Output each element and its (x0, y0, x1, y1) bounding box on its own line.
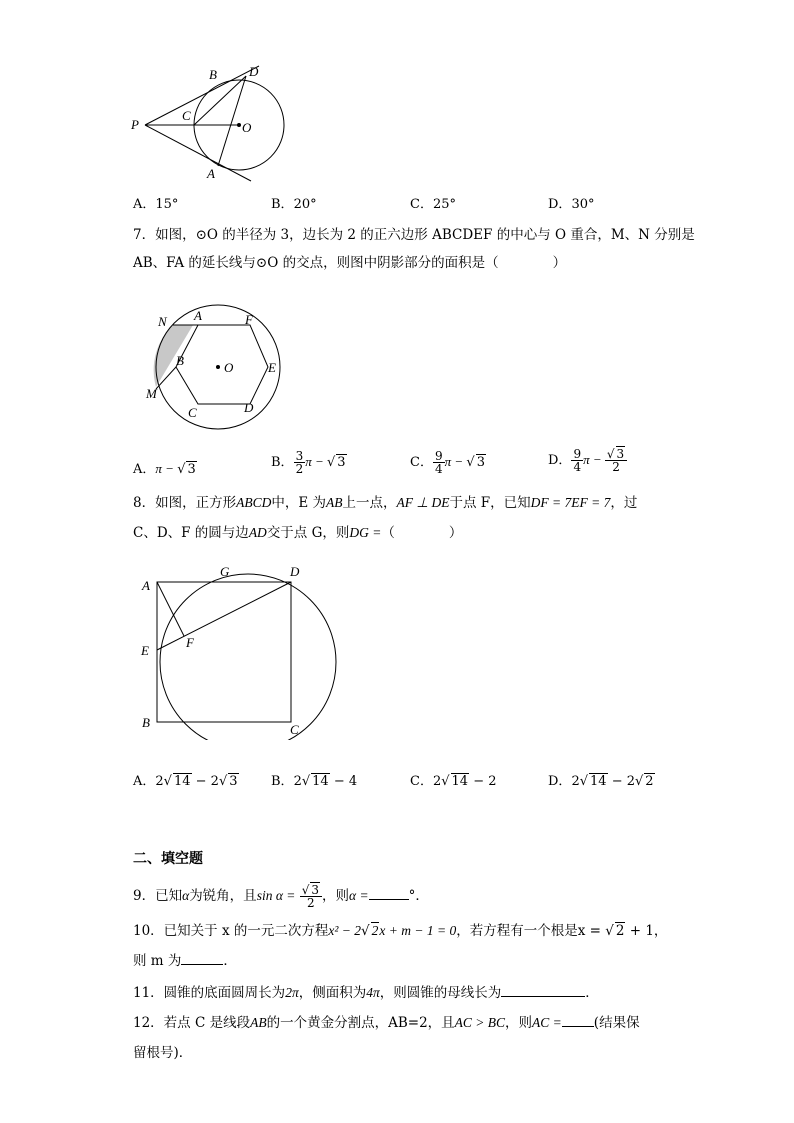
q8-question-line1: 8．如图，正方形ABCD中，E 为AB上一点，AF ⊥ DE于点 F，已知DF = 7EF = 7，过 (133, 495, 638, 511)
q8-option-c: C．2√ 14 − 2 (410, 774, 497, 789)
q6-option-b: B．20° (271, 197, 317, 212)
q11-question: 11．圆锥的底面圆周长为2π，侧面积为4π，则圆锥的母线长为 ． (133, 985, 599, 1001)
q8-question-line2: C、D、F 的圆与边AD交于点 G，则DG =（ ） (133, 525, 463, 541)
section-title: 二、填空题 (133, 851, 203, 867)
q7-label-n: N (158, 314, 167, 329)
q7-option-b: B． $\frac{3}{2}$ π − √ 3 (271, 449, 346, 476)
q6-label-b: B (209, 67, 217, 82)
q8-label-f: F (186, 635, 194, 650)
q6-label-d: D (249, 64, 259, 79)
q7-label-o: O (224, 360, 234, 375)
q7-label-d: D (244, 400, 254, 415)
q7-label-e: E (268, 360, 276, 375)
q6-option-a: A．15° (133, 197, 179, 212)
q6-label-c: C (182, 108, 191, 123)
q7-label-f: F (245, 312, 253, 327)
q10-question-line2: 则 m 为 ． (133, 953, 237, 969)
q7-option-d: D． $\frac{9}{4}$ π − $\frac{√ 3}{2}$ (548, 448, 627, 473)
q8-option-b: B．2√ 14 − 4 (271, 774, 358, 789)
q7-question-line1: 7．如图，⊙O 的半径为 3，边长为 2 的正六边形 ABCDEF 的中心与 O 重合，M、N 分别是 (133, 227, 695, 243)
q8-label-b: B (142, 715, 150, 730)
q8-label-e: E (141, 643, 149, 658)
q7-label-m: M (146, 386, 157, 401)
q8-label-d: D (290, 564, 300, 579)
q6-label-p: P (131, 117, 139, 132)
q10-question-line1: 10．已知关于 x 的一元二次方程x² − 2√ 2x + m − 1 = 0，若方程有一个根是x = √ 2 + 1， (133, 923, 668, 939)
q7-label-a: A (194, 308, 202, 323)
q12-question-line2: 留根号)． (133, 1045, 193, 1061)
q8-option-a: A．2√ 14 − 2√ 3 (133, 774, 238, 789)
q8-label-a: A (142, 578, 150, 593)
q7-question-line2: AB、FA 的延长线与⊙O 的交点，则图中阴影部分的面积是（ ） (133, 255, 567, 271)
q6-label-o: O (242, 120, 252, 135)
q8-figure (140, 570, 350, 740)
q7-label-c: C (188, 405, 197, 420)
q6-option-d: D．30° (548, 197, 595, 212)
q8-label-c: C (290, 722, 299, 737)
q8-option-d: D．2√ 14 − 2√ 2 (548, 774, 654, 789)
q12-question-line1: 12．若点 C 是线段AB的一个黄金分割点，AB=2，且AC > BC，则AC = (结果保 (133, 1015, 640, 1031)
q6-label-a: A (207, 166, 215, 181)
q7-option-a: A．π − √ 3 (133, 461, 196, 477)
q8-label-g: G (220, 564, 230, 579)
q7-option-c: C． $\frac{9}{4}$ π − √ 3 (410, 449, 485, 476)
q6-option-c: C．25° (410, 197, 456, 212)
q9-question: 9．已知α为锐角，且sin α = $\frac{√ 3}{2}$ ，则α = °． (133, 883, 429, 910)
q7-label-b: B (176, 353, 184, 368)
